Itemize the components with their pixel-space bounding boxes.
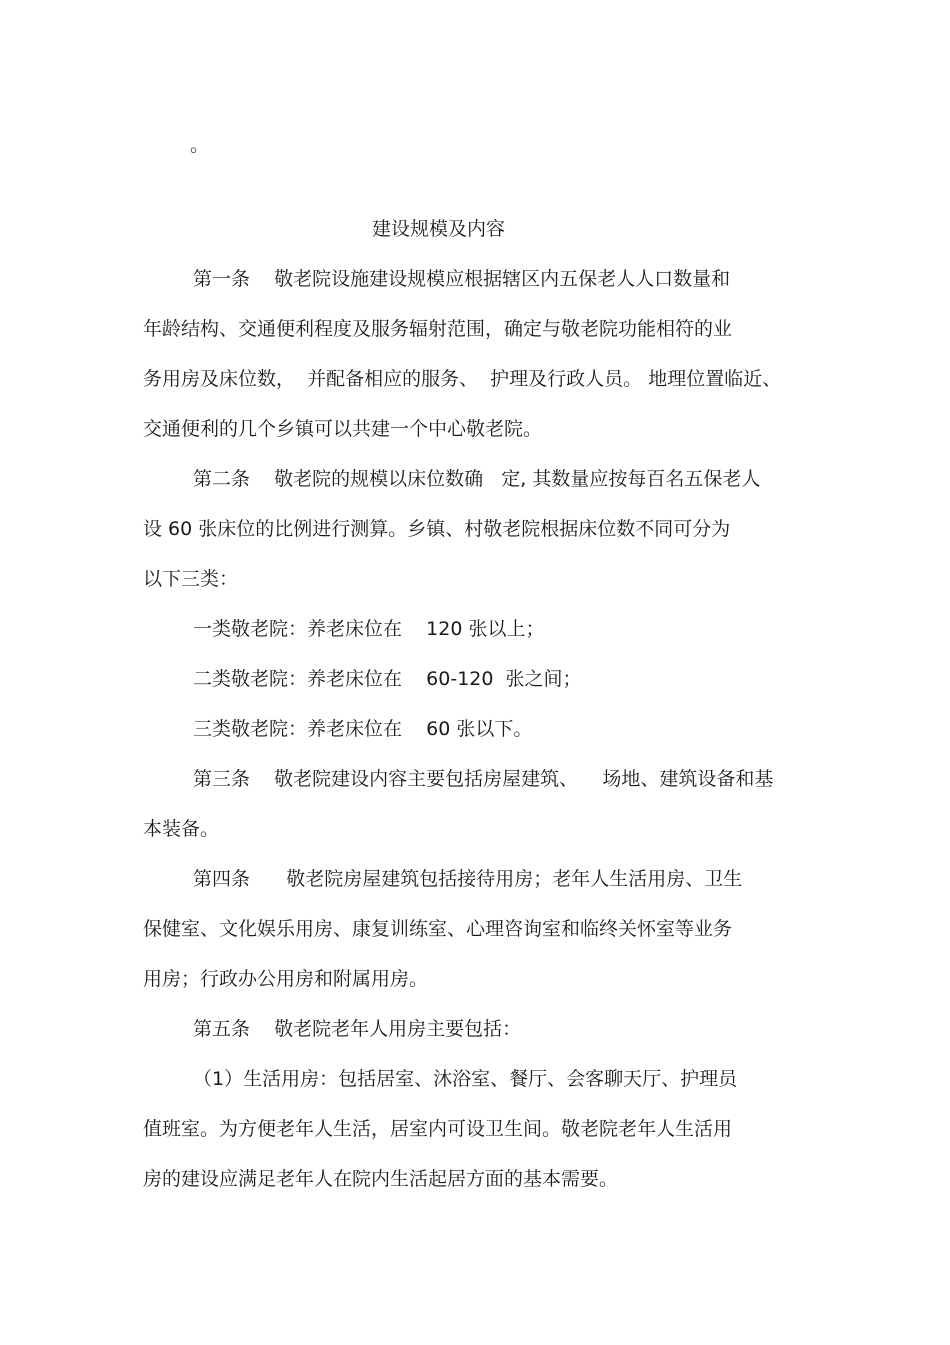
paragraph-line: 用房；行政办公用房和附属用房。 xyxy=(143,968,429,990)
section-title: 建设规模及内容 xyxy=(372,218,506,240)
paragraph-line: 年龄结构、交通便利程度及服务辐射范围，确定与敬老院功能相符的业 xyxy=(143,318,733,340)
paragraph-line: 交通便利的几个乡镇可以共建一个中心敬老院。 xyxy=(143,418,543,440)
paragraph-line: 第三条 敬老院建设内容主要包括房屋建筑、 场地、建筑设备和基 xyxy=(193,768,774,790)
paragraph-line: 保健室、文化娱乐用房、康复训练室、心理咨询室和临终关怀室等业务 xyxy=(143,918,733,940)
leading-mark: 。 xyxy=(190,134,210,156)
paragraph-line: 以下三类： xyxy=(143,568,239,590)
paragraph-line: 设 60 张床位的比例进行测算。乡镇、村敬老院根据床位数不同可分为 xyxy=(143,518,731,540)
list-item: 二类敬老院：养老床位在 60-120 张之间； xyxy=(193,668,582,690)
list-item: 一类敬老院：养老床位在 120 张以上； xyxy=(193,618,545,640)
paragraph-line: 房的建设应满足老年人在院内生活起居方面的基本需要。 xyxy=(143,1168,619,1190)
paragraph-line: 值班室。为方便老年人生活，居室内可设卫生间。敬老院老年人生活用 xyxy=(143,1118,733,1140)
paragraph-line: 第四条 敬老院房屋建筑包括接待用房；老年人生活用房、卫生 xyxy=(193,868,743,890)
paragraph-line: 第一条 敬老院设施建设规模应根据辖区内五保老人人口数量和 xyxy=(193,268,731,290)
paragraph-line: 务用房及床位数， 并配备相应的服务、 护理及行政人员。 地理位置临近、 xyxy=(143,368,782,390)
list-item: 三类敬老院：养老床位在 60 张以下。 xyxy=(193,718,533,740)
paragraph-line: 第二条 敬老院的规模以床位数确 定, 其数量应按每百名五保老人 xyxy=(193,468,761,490)
paragraph-line: 第五条 敬老院老年人用房主要包括： xyxy=(193,1018,522,1040)
paragraph-line: （1）生活用房：包括居室、沐浴室、餐厅、会客聊天厅、护理员 xyxy=(193,1068,738,1090)
paragraph-line: 本装备。 xyxy=(143,818,220,840)
